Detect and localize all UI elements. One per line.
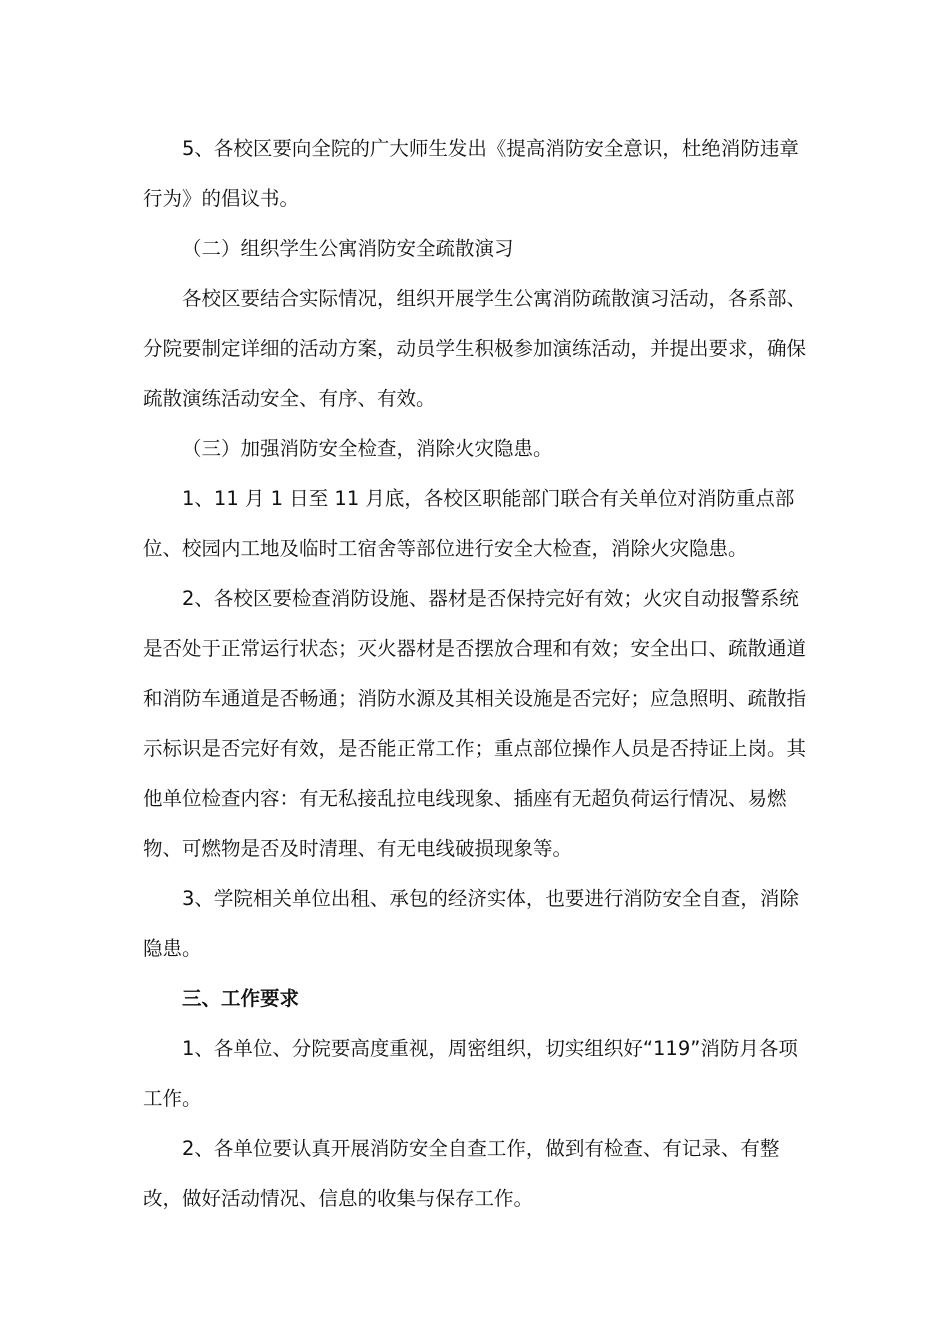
section-heading-work-requirements: 三、工作要求 xyxy=(182,987,300,1010)
section-heading-evacuation-drill: （二）组织学生公寓消防安全疏散演习 xyxy=(182,237,514,260)
paragraph-requirement-2: 2、各单位要认真开展消防安全自查工作，做到有检查、有记录、有整改，做好活动情况、信息的收集与保存工作。 xyxy=(143,1137,780,1210)
paragraph-inspection-item-3: 3、学院相关单位出租、承包的经济实体，也要进行消防安全自查，消除隐患。 xyxy=(143,887,799,960)
document-body xyxy=(143,124,811,1224)
section-heading-safety-inspection: （三）加强消防安全检查，消除火灾隐患。 xyxy=(182,437,553,460)
paragraph-requirement-1: 1、各单位、分院要高度重视，周密组织，切实组织好“119”消防月各项工作。 xyxy=(143,1037,798,1110)
paragraph-inspection-item-1: 1、11 月 1 日至 11 月底，各校区职能部门联合有关单位对消防重点部位、校园内工地及临时工宿舍等部位进行安全大检查，消除火灾隐患。 xyxy=(143,487,795,560)
paragraph-inspection-item-2: 2、各校区要检查消防设施、器材是否保持完好有效；火灾自动报警系统是否处于正常运行状态；灭火器材是否摆放合理和有效；安全出口、疏散通道和消防车通道是否畅通；消防水源及其相关设施是否完好；应急照明、疏散指示标识是否完好有效，是否能正常工作；重点部位操作人员是否持证上岗。其他单位检查内容：有无私接乱拉电线现象、插座有无超负荷运行情况、易燃物、可燃物是否及时清理、有无电线破损现象等。 xyxy=(143,587,807,860)
paragraph-evacuation-drill: 各校区要结合实际情况，组织开展学生公寓消防疏散演习活动，各系部、分院要制定详细的活动方案，动员学生积极参加演练活动，并提出要求，确保疏散演练活动安全、有序、有效。 xyxy=(143,287,807,410)
paragraph-initiative-letter: 5、各校区要向全院的广大师生发出《提高消防安全意识，杜绝消防违章行为》的倡议书。 xyxy=(143,137,799,210)
